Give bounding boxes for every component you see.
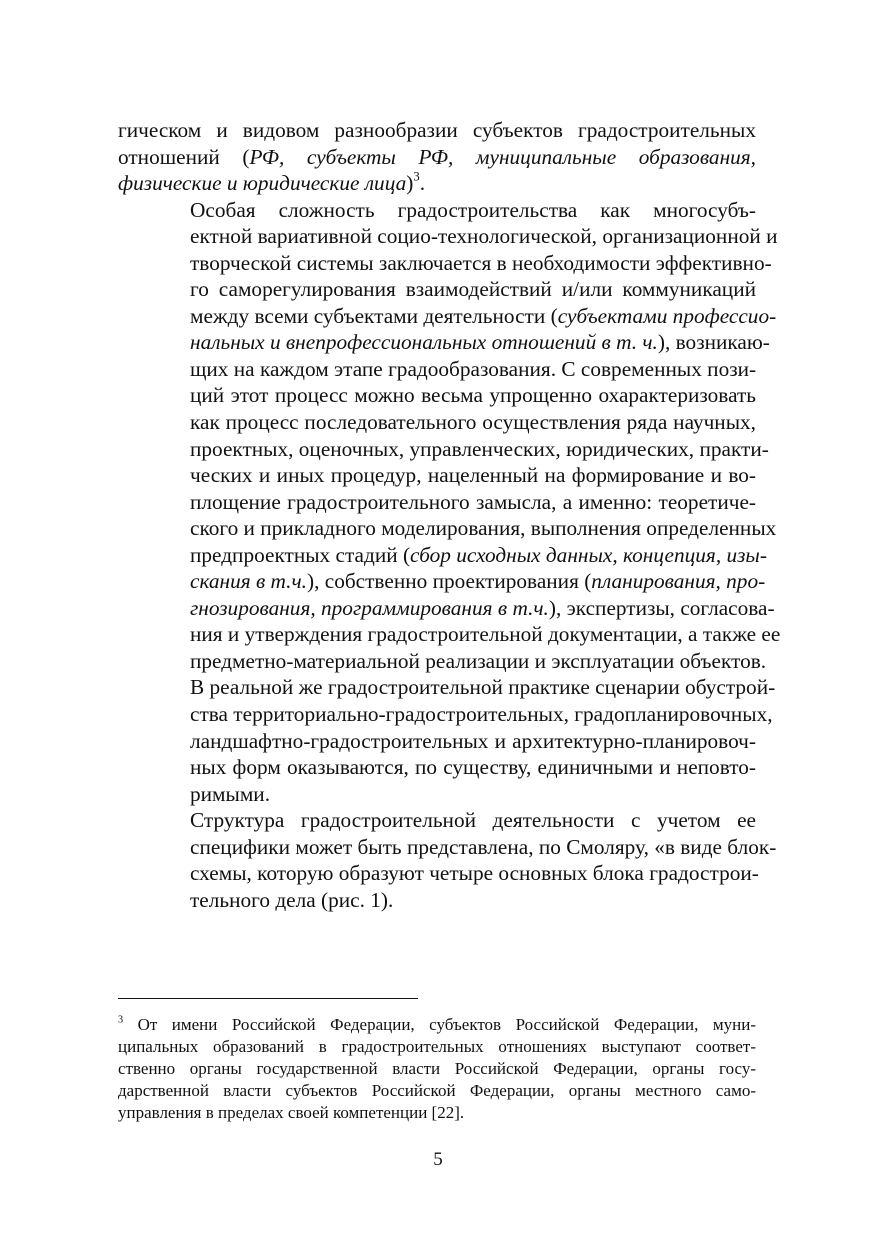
footnote-line: ципальных образований в градостроительных отношениях выступают соответ- <box>118 1037 756 1056</box>
body-text <box>118 117 781 913</box>
text-line: предметно-материальной реализации и эксплуатации объектов. <box>190 648 767 673</box>
text-line: специфики может быть представлена, по Смоляру, «в виде блок- <box>190 834 777 859</box>
text-line: Структура градостроительной деятельности с учетом ее <box>190 808 756 833</box>
footnote-ref: 3 <box>413 169 420 184</box>
paragraph-continuation <box>118 117 756 197</box>
paragraph-complexity <box>118 197 781 808</box>
text-line: ций этот процесс можно весьма упрощенно охарактеризовать <box>190 383 756 408</box>
text-line: проектных, оценочных, управленческих, юридических, практи- <box>190 436 769 461</box>
text-line: физические и юридические лица)$^3$. <box>118 169 426 196</box>
text-line: площение градостроительного замысла, а именно: теоретиче- <box>190 489 756 514</box>
footnote-line: дарственной власти субъектов Российской Федерации, органы местного само- <box>118 1081 756 1100</box>
text-line: схемы, которую образуют четыре основных блока градострои- <box>190 861 759 886</box>
text-line: гнозирования, программирования в т.ч.), экспертизы, согласова- <box>190 595 775 620</box>
text-line: ных форм оказываются, по существу, единичными и неповто- <box>190 755 756 780</box>
text-line: Особая сложность градостроительства как многосубъ- <box>190 197 756 222</box>
text-line: го саморегулирования взаимодействий и/или коммуникаций <box>190 277 756 302</box>
text-line: ния и утверждения градостроительной документации, а также ее <box>190 622 781 647</box>
text-line: ектной вариативной социо-технологической, организационной и <box>190 224 778 249</box>
footnote-line: управления в пределах своей компетенции [22]. <box>118 1103 465 1122</box>
text-line: отношений (РФ, субъекты РФ, муниципальные образования, <box>118 144 757 169</box>
text-line: ства территориально-градостроительных, градопланировочных, <box>190 702 773 727</box>
text-line: В реальной же градостроительной практике сценарии обустрой- <box>190 675 776 700</box>
text-line: римыми. <box>190 781 271 806</box>
text-line: между всеми субъектами деятельности (субъектами профессио- <box>190 303 777 328</box>
text-line: ского и прикладного моделирования, выполнения определенных <box>190 516 777 541</box>
text-line: скания в т.ч.), собственно проектирования (планирования, про- <box>190 569 766 594</box>
text-line: творческой системы заключается в необходимости эффективно- <box>190 250 772 275</box>
text-line: тельного дела (рис. 1). <box>190 887 394 912</box>
text-line: ландшафтно-градостроительных и архитектурно-планировоч- <box>190 728 756 753</box>
footnote-divider <box>118 998 418 999</box>
text-line: нальных и внепрофессиональных отношений в т. ч.), возникаю- <box>190 330 770 355</box>
text-line: ческих и иных процедур, нацеленный на формирование и во- <box>190 463 756 488</box>
page-number: 5 <box>433 1149 443 1170</box>
text-line: как процесс последовательного осуществления ряда научных, <box>190 410 756 435</box>
text-line: щих на каждом этапе градообразования. С современных пози- <box>190 356 757 381</box>
paragraph-structure <box>118 807 777 913</box>
text-line: предпроектных стадий (сбор исходных данных, концепция, изы- <box>190 542 767 567</box>
footnote-line: ственно органы государственной власти Российской Федерации, органы госу- <box>118 1059 756 1078</box>
footnote-marker: 3 <box>118 1014 124 1026</box>
footnote-line: $^3$ От имени Российской Федерации, субъектов Российской Федерации, муни- <box>118 1014 756 1034</box>
footnote <box>118 1014 756 1124</box>
text-line: гическом и видовом разнообразии субъектов градостроительных <box>118 118 756 142</box>
